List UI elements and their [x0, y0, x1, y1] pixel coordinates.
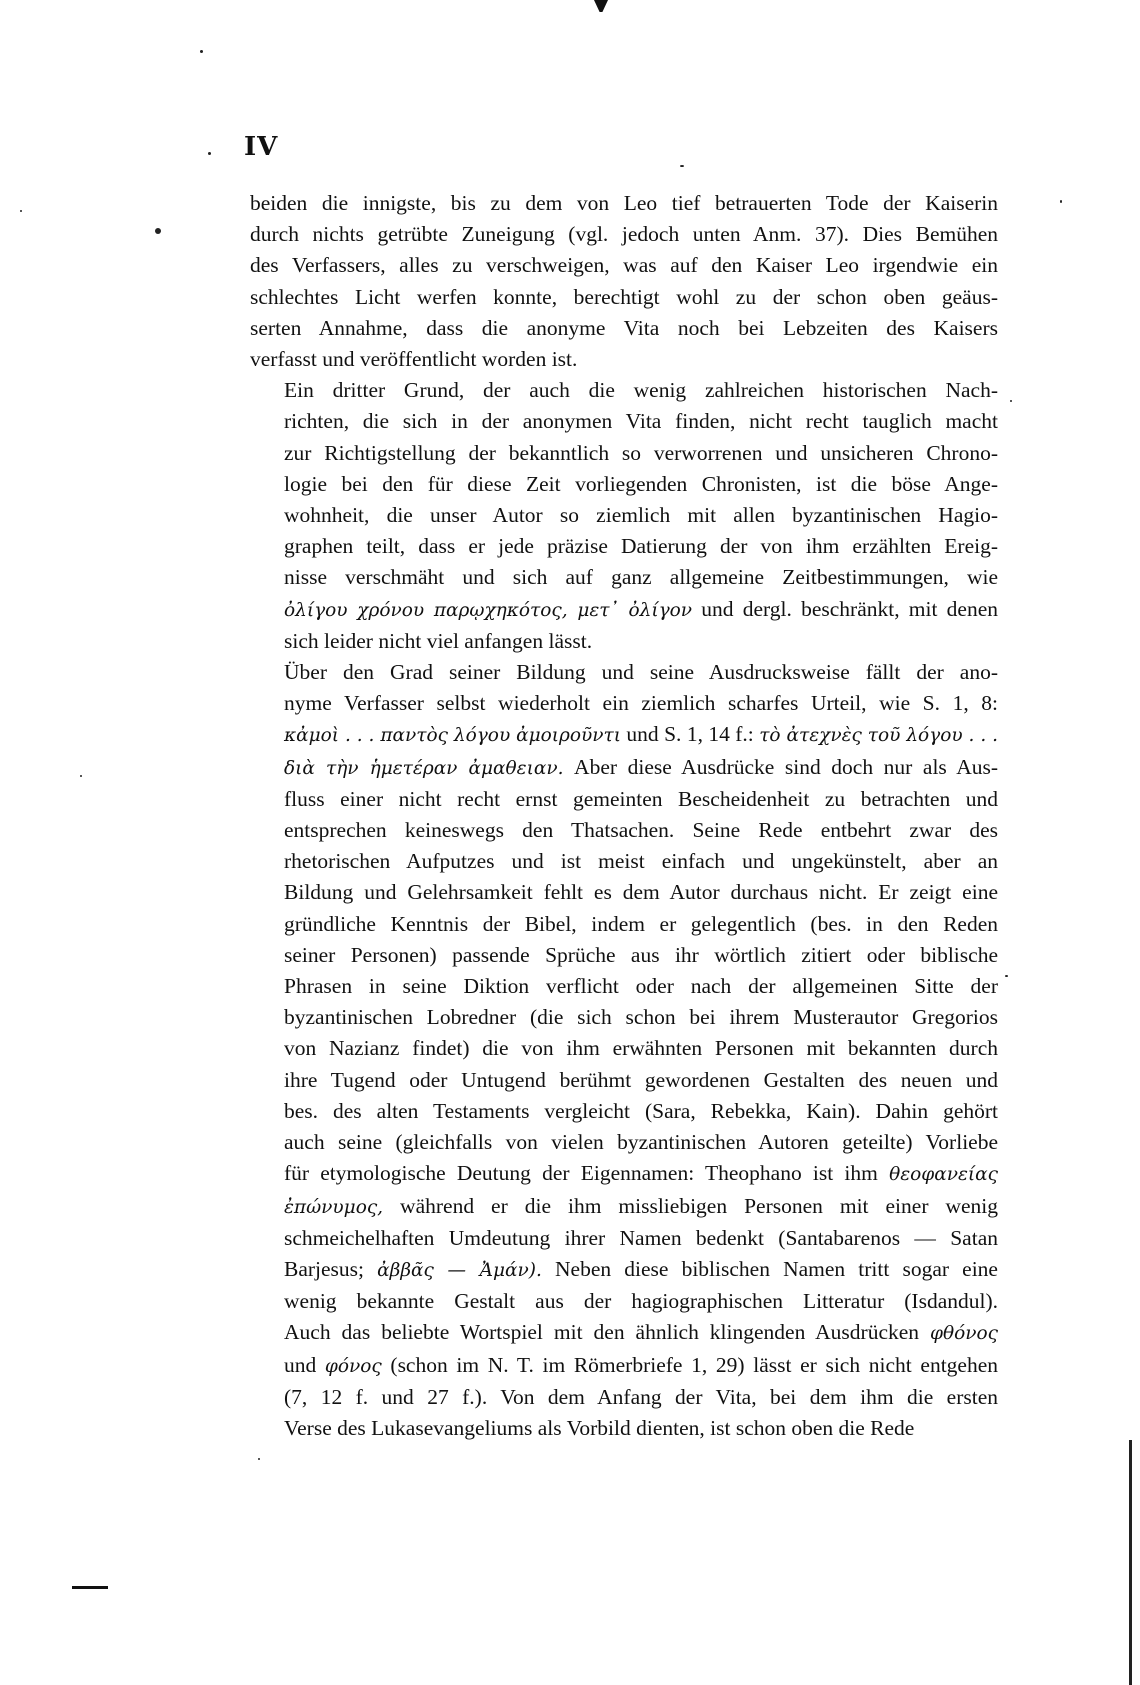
greek-quote: διὰ τὴν ἡμετέραν ἀμαθειαν.: [284, 757, 564, 779]
text-line: seiner Personen) passende Sprüche aus ihr wörtlich zitiert oder biblische: [284, 942, 998, 967]
text-line: schmeichelhaften Umdeutung ihrer Namen bedenkt (Santabarenos — Satan: [284, 1225, 998, 1250]
text-line: fluss einer nicht recht ernst gemeinten Bescheidenheit zu betrachten und: [284, 786, 998, 811]
text-line: nisse verschmäht und sich auf ganz allgemeine Zeitbestimmungen, wie: [284, 565, 998, 590]
text-line: serten Annahme, dass die anonyme Vita noch bei Lebzeiten des Kaisers: [250, 315, 998, 340]
body-text: [250, 188, 998, 1444]
text-line: beiden die innigste, bis zu dem von Leo tief betrauerten Tode der Kaiserin: [250, 191, 998, 215]
greek-quote: ἐπώνυμος,: [284, 1196, 384, 1218]
greek-quote: ὀλίγου χρόνου παρῳχηκότος, μετ᾽ ὀλίγον: [284, 599, 693, 621]
page-number: IV: [244, 132, 279, 162]
text-line: entsprechen keineswegs den Thatsachen. Seine Rede entbehrt zwar des: [284, 818, 998, 843]
text-line: nyme Verfasser selbst wiederholt ein ziemlich scharfes Urteil, wie S. 1, 8:: [284, 691, 998, 716]
text-line: sich leider nicht viel anfangen lässt.: [284, 628, 593, 653]
paragraph: [250, 188, 998, 375]
text-line: διὰ τὴν ἡμετέραν ἀμαθειαν. Aber diese Ausdrücke sind doch nur als Aus-: [284, 754, 998, 779]
greek-quote: φόνος: [324, 1355, 382, 1377]
scan-speck: [1060, 200, 1062, 203]
scan-artifact-mark: [594, 0, 608, 12]
greek-quote: ἀββᾶς — Ἀμάν).: [377, 1259, 542, 1281]
text-line: von Nazianz findet) die von ihm erwähnten Personen mit bekannten durch: [284, 1036, 998, 1061]
text-line: zur Richtigstellung der bekanntlich so verworrenen und unsicheren Chrono-: [284, 440, 998, 465]
scan-speck: [80, 775, 82, 777]
greek-quote: θεοφανείας: [889, 1164, 998, 1186]
text-line: für etymologische Deutung der Eigennamen: Theophano ist ihm θεοφανείας: [284, 1161, 998, 1186]
text-line: logie bei den für diese Zeit vorliegenden Chronisten, ist die böse Ange-: [284, 471, 998, 496]
scan-speck: [1010, 400, 1012, 402]
text-line: byzantinischen Lobredner (die sich schon bei ihrem Musterautor Gregorios: [284, 1005, 998, 1030]
text-line: Über den Grad seiner Bildung und seine Ausdrucksweise fällt der ano-: [284, 660, 998, 685]
scan-page-edge: [1129, 1440, 1132, 1685]
scan-speck: [208, 152, 211, 155]
text-line: ὀλίγου χρόνου παρῳχηκότος, μετ᾽ ὀλίγον und dergl. beschränkt, mit denen: [284, 596, 999, 621]
text-line: richten, die sich in der anonymen Vita finden, nicht recht tauglich macht: [284, 409, 998, 434]
greek-quote: φθόνος: [930, 1323, 998, 1345]
text-line: des Verfassers, alles zu verschweigen, was auf den Kaiser Leo irgendwie ein: [250, 253, 998, 278]
text-line: Bildung und Gelehrsamkeit fehlt es dem Autor durchaus nicht. Er zeigt eine: [284, 880, 998, 905]
scan-speck: [680, 165, 684, 167]
text-line: auch seine (gleichfalls von vielen byzantinischen Autoren geteilte) Vorliebe: [284, 1130, 998, 1155]
scan-dash-mark: [72, 1586, 108, 1589]
text-line: Phrasen in seine Diktion verflicht oder nach der allgemeinen Sitte der: [284, 974, 998, 999]
text-line: Verse des Lukasevangeliums als Vorbild dienten, ist schon oben die Rede: [284, 1415, 915, 1440]
text-line: durch nichts getrübte Zuneigung (vgl. jedoch unten Anm. 37). Dies Bemühen: [250, 222, 998, 247]
text-line: gründliche Kenntnis der Bibel, indem er gelegentlich (bes. in den Reden: [284, 911, 998, 936]
text-line: Auch das beliebte Wortspiel mit den ähnlich klingenden Ausdrücken φθόνος: [284, 1320, 998, 1345]
paragraph: [250, 657, 998, 1444]
text-line: Barjesus; ἀββᾶς — Ἀμάν). Neben diese biblischen Namen tritt sogar eine: [284, 1256, 998, 1281]
text-line: verfasst und veröffentlicht worden ist.: [250, 347, 578, 372]
greek-quote: κἀμοὶ . . . παντὸς λόγου ἀμοιροῦντι: [284, 725, 622, 747]
text-line: rhetorischen Aufputzes und ist meist einfach und ungekünstelt, aber an: [284, 849, 998, 874]
text-line: (7, 12 f. und 27 f.). Von dem Anfang der Vita, bei dem ihm die ersten: [284, 1384, 998, 1409]
scan-speck: [1005, 975, 1008, 977]
text-line: ἐπώνυμος, während er die ihm missliebigen Personen mit einer wenig: [284, 1193, 998, 1218]
text-line: und φόνος (schon im N. T. im Römerbriefe 1, 29) lässt er sich nicht entgehen: [284, 1352, 998, 1377]
greek-quote: τὸ ἀτεχνὲς τοῦ λόγου . . .: [759, 725, 999, 747]
text-line: Ein dritter Grund, der auch die wenig zahlreichen historischen Nach-: [284, 378, 998, 403]
text-line: ihre Tugend oder Untugend berühmt gewordenen Gestalten des neuen und: [284, 1067, 998, 1092]
paragraph: [250, 375, 998, 657]
text-line: graphen teilt, dass er jede präzise Datierung der von ihm erzählten Ereig-: [284, 534, 998, 559]
scan-speck: [155, 228, 161, 234]
text-line: schlechtes Licht werfen konnte, berechtigt wohl zu der schon oben geäus-: [250, 284, 998, 309]
text-line: bes. des alten Testaments vergleicht (Sara, Rebekka, Kain). Dahin gehört: [284, 1098, 998, 1123]
text-line: κἀμοὶ . . . παντὸς λόγου ἀμοιροῦντι und S. 1, 14 f.: τὸ ἀτεχνὲς τοῦ λόγου . . .: [284, 722, 999, 747]
text-line: wohnheit, die unser Autor so ziemlich mit allen byzantinischen Hagio-: [284, 503, 998, 528]
text-line: wenig bekannte Gestalt aus der hagiographischen Litteratur (Isdandul).: [284, 1289, 998, 1314]
scan-speck: [258, 1458, 260, 1460]
scan-speck: [200, 50, 203, 53]
scan-speck: [20, 210, 22, 212]
